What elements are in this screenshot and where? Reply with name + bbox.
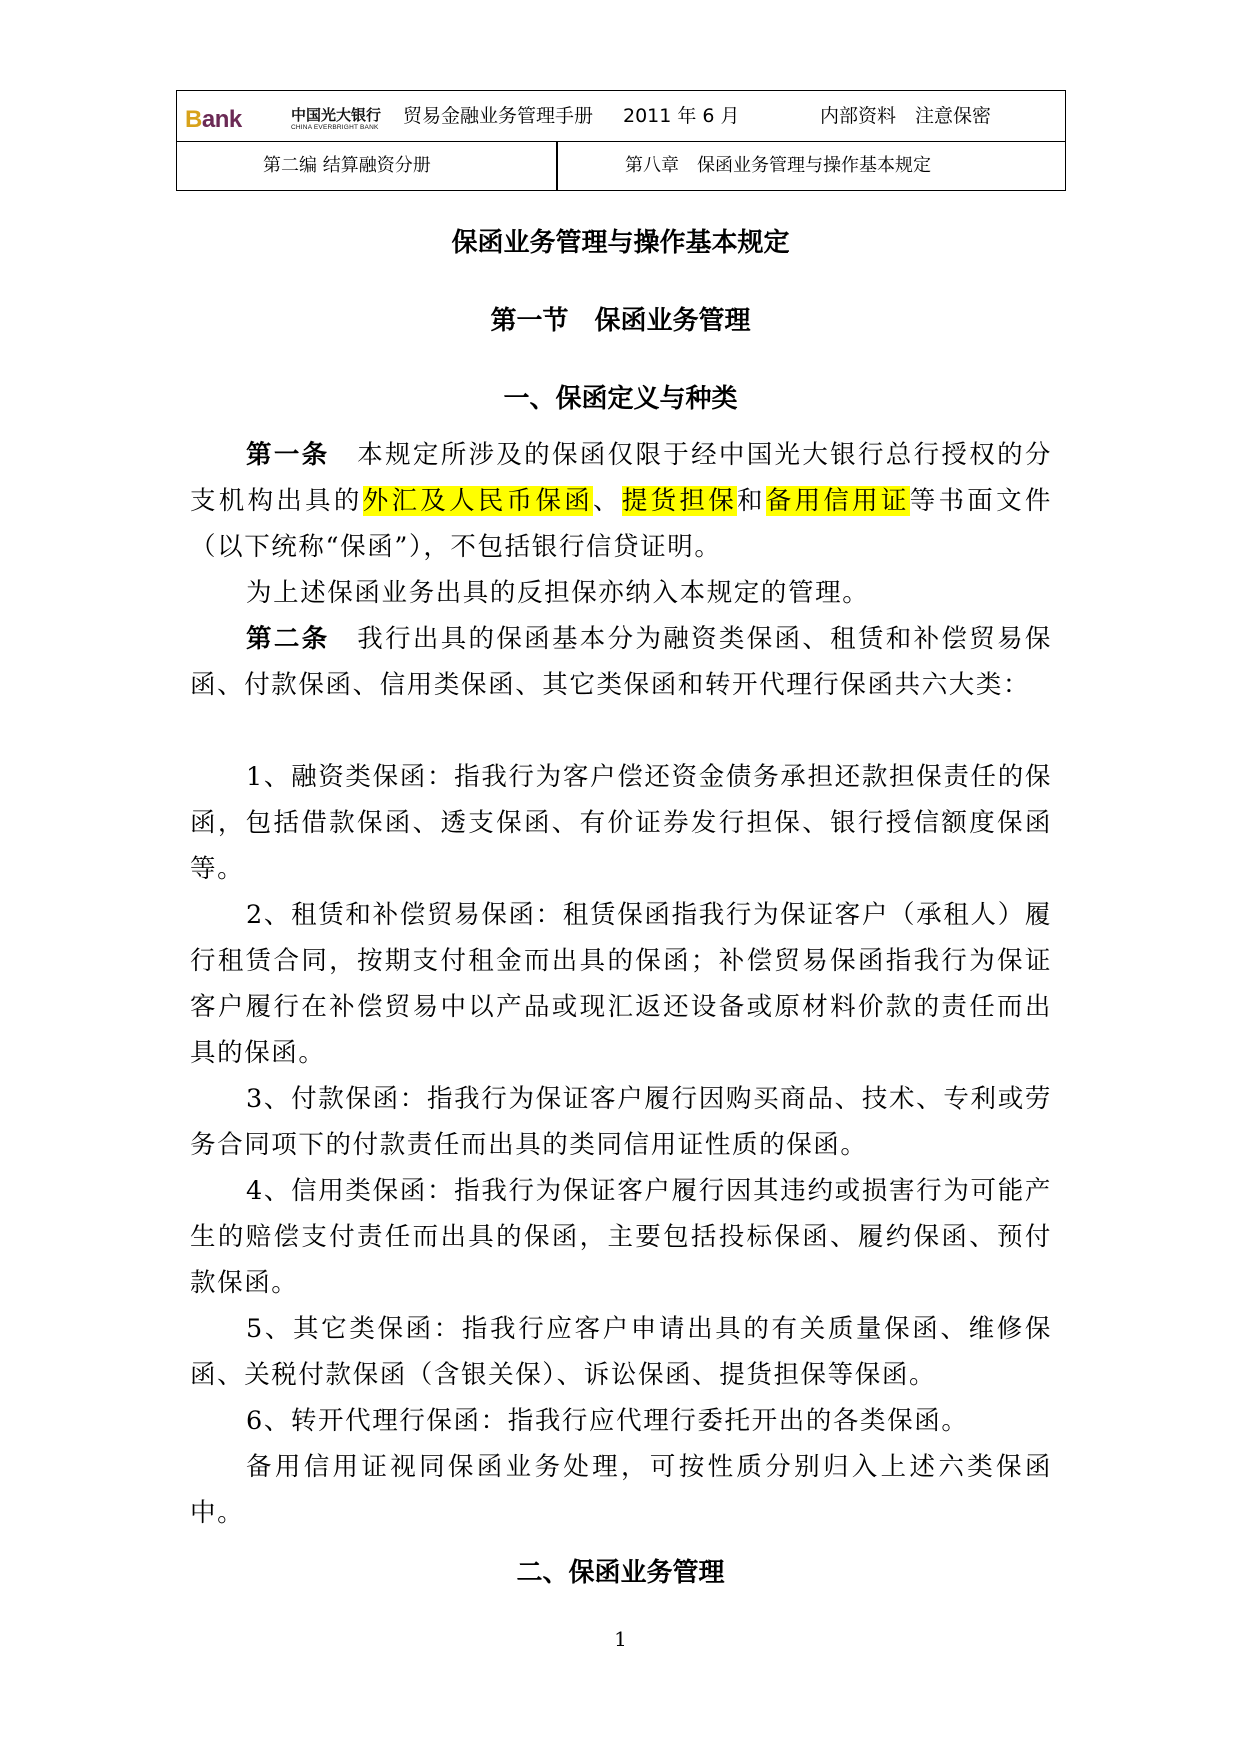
confidential-label: 内部资料 注意保密 [820,105,992,127]
highlight-foreign-rmb-guarantee: 外汇及人民币保函 [362,486,594,516]
subsection-heading-1: 一、保函定义与种类 [503,384,738,414]
list-item: 2、租赁和补偿贸易保函：租赁保函指我行为保证客户（承租人）履行租赁合同，按期支付租金而出具的保函；补偿贸易保函指我行为保证客户履行在补偿贸易中以产品或现汇返还设备或原材料价款的责任而出具的保函。 [190,900,1052,1068]
list-item: 1、融资类保函：指我行为客户偿还资金债务承担还款担保责任的保函，包括借款保函、透支保函、有价证券发行担保、银行授信额度保函等。 [190,762,1052,884]
document-title: 保函业务管理与操作基本规定 [451,228,790,258]
section-heading: 第一节 保函业务管理 [490,306,751,336]
article-1: 第一条 本规定所涉及的保函仅限于经中国光大银行总行授权的分支机构出具的外汇及人民币保函、提货担保和备用信用证等书面文件（以下统称“保函”），不包括银行信贷证明。 [190,440,1052,562]
article-1-lead: 第一条 [246,440,330,470]
header-date: 2011 年 6 月 [623,105,740,127]
logo-english-name: CHINA EVERBRIGHT BANK [291,124,379,131]
highlight-delivery-guarantee: 提货担保 [621,486,737,516]
header-row-bottom [177,142,1065,190]
chapter-label: 第八章 保函业务管理与操作基本规定 [625,155,931,176]
article-2-lead: 第二条 [246,624,330,654]
list-item: 5、其它类保函：指我行应客户申请出具的有关质量保函、维修保函、关税付款保函（含银关保）、诉讼保函、提货担保等保函。 [190,1314,1052,1390]
closing-paragraph: 备用信用证视同保函业务处理，可按性质分别归入上述六类保函中。 [190,1452,1052,1528]
document-header [176,90,1066,191]
part-label: 第二编 结算融资分册 [263,155,431,176]
subsection-heading-2: 二、保函业务管理 [516,1558,725,1588]
header-cell-divider [556,142,558,190]
page-number: 1 [614,1627,627,1651]
list-item: 4、信用类保函：指我行为保证客户履行因其违约或损害行为可能产生的赔偿支付责任而出具的保函，主要包括投标保函、履约保函、预付款保函。 [190,1176,1052,1298]
list-item: 3、付款保函：指我行为保证客户履行因购买商品、技术、专利或劳务合同项下的付款责任而出具的类同信用证性质的保函。 [190,1084,1052,1160]
highlight-standby-lc: 备用信用证 [765,486,910,516]
article-2: 第二条 我行出具的保函基本分为融资类保函、租赁和补偿贸易保函、付款保函、信用类保函、其它类保函和转开代理行保函共六大类： [190,624,1052,700]
logo-chinese-name: 中国光大银行 [291,106,382,124]
list-item: 6、转开代理行保函：指我行应代理行委托开出的各类保函。 [246,1406,969,1436]
header-row-top: Bank 中国光大银行 CHINA EVERBRIGHT BANK 贸易金融业务管理手册 2011 年 6 月 内部资料 注意保密 [177,91,1065,142]
manual-title: 贸易金融业务管理手册 [403,105,594,127]
article-1-paragraph-2: 为上述保函业务出具的反担保亦纳入本规定的管理。 [246,578,870,608]
